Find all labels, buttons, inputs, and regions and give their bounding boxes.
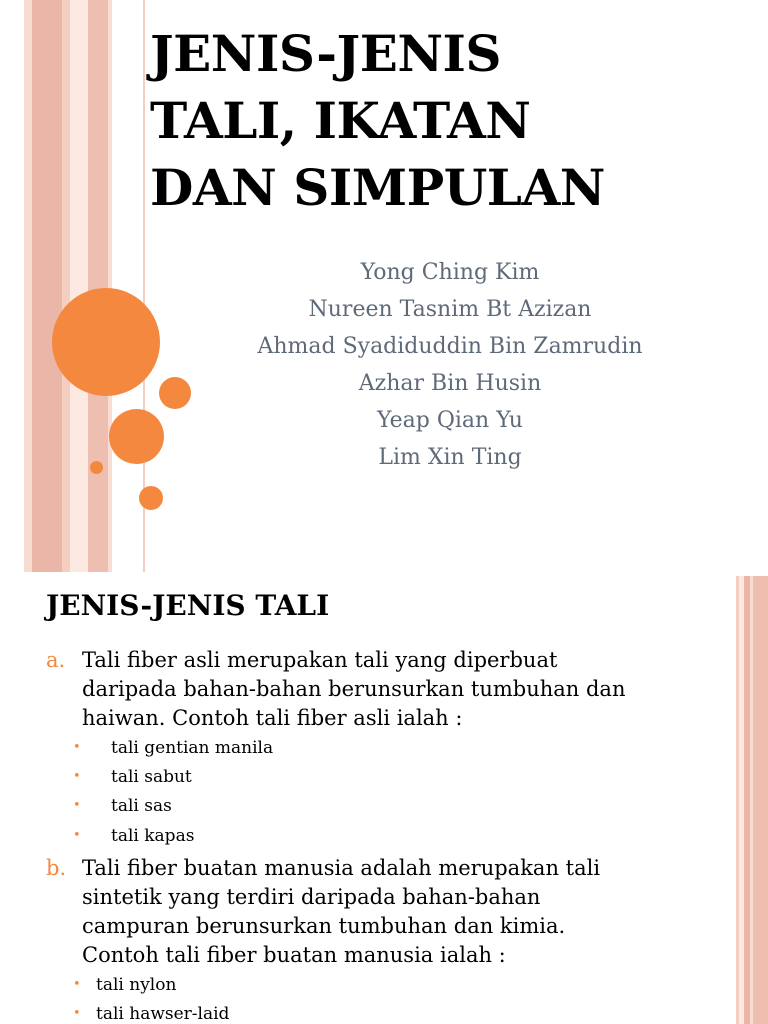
- sub-list-item: [73, 1003, 229, 1024]
- slide-title: [150, 20, 750, 221]
- text-line: daripada bahan-bahan berunsurkan tumbuhan dan: [82, 677, 626, 701]
- slide-margin: [0, 0, 24, 576]
- orange-dot-icon: •: [73, 828, 81, 843]
- stripe-decoration: [24, 0, 32, 576]
- list-item-text: [82, 854, 686, 970]
- author-name: Nureen Tasnim Bt Azizan: [308, 297, 592, 322]
- title-line: DAN SIMPULAN: [150, 158, 605, 217]
- orange-dot-icon: •: [73, 798, 81, 813]
- orange-dot-icon: •: [73, 1006, 81, 1021]
- sub-list-item: [73, 795, 172, 817]
- text-line: Tali fiber asli merupakan tali yang diperbuat: [82, 648, 558, 672]
- title-line: TALI, IKATAN: [150, 91, 531, 150]
- list-marker: a.: [46, 648, 66, 672]
- orange-dot-icon: •: [73, 977, 81, 992]
- orange-circle-icon: [52, 288, 160, 396]
- text-line: Contoh tali fiber buatan manusia ialah :: [82, 943, 506, 967]
- sub-list-text: tali nylon: [96, 975, 177, 995]
- author-name: Ahmad Syadiduddin Bin Zamrudin: [257, 334, 643, 359]
- stripe-decoration: [70, 0, 88, 576]
- title-line: JENIS-JENIS: [150, 24, 502, 83]
- sub-list-text: tali sas: [111, 796, 172, 816]
- stripe-decoration: [62, 0, 70, 576]
- orange-circle-icon: [109, 409, 164, 464]
- sub-list-item: [73, 974, 176, 996]
- stripe-decoration: [32, 0, 62, 576]
- orange-dot-icon: •: [73, 740, 81, 755]
- orange-circle-icon: [139, 486, 163, 510]
- slide-heading: JENIS-JENIS TALI: [46, 589, 330, 622]
- stripe-decoration: [753, 576, 768, 1024]
- list-item: [46, 646, 686, 733]
- list-item: [46, 854, 686, 970]
- slide-margin: [762, 0, 768, 576]
- sub-list-item: [73, 825, 194, 847]
- author-name: Lim Xin Ting: [378, 445, 522, 470]
- author-name: Azhar Bin Husin: [358, 371, 542, 396]
- author-list: [180, 254, 720, 476]
- sub-list-item: [73, 766, 192, 788]
- list-marker: b.: [46, 856, 67, 880]
- sub-list-text: tali kapas: [111, 826, 195, 846]
- sub-list-item: [73, 737, 273, 759]
- author-name: Yong Ching Kim: [360, 260, 540, 285]
- author-name: Yeap Qian Yu: [377, 408, 523, 433]
- text-line: Tali fiber buatan manusia adalah merupakan tali: [82, 856, 601, 880]
- text-line: haiwan. Contoh tali fiber asli ialah :: [82, 706, 463, 730]
- text-line: sintetik yang terdiri daripada bahan-bahan: [82, 885, 541, 909]
- list-item-text: [82, 646, 686, 733]
- content-slide: [0, 576, 768, 1024]
- orange-dot-icon: •: [73, 769, 81, 784]
- sub-list-text: tali hawser-laid: [96, 1004, 230, 1024]
- orange-circle-icon: [90, 461, 103, 474]
- text-line: campuran berunsurkan tumbuhan dan kimia.: [82, 914, 566, 938]
- sub-list-text: tali sabut: [111, 767, 192, 787]
- sub-list-text: tali gentian manila: [111, 738, 274, 758]
